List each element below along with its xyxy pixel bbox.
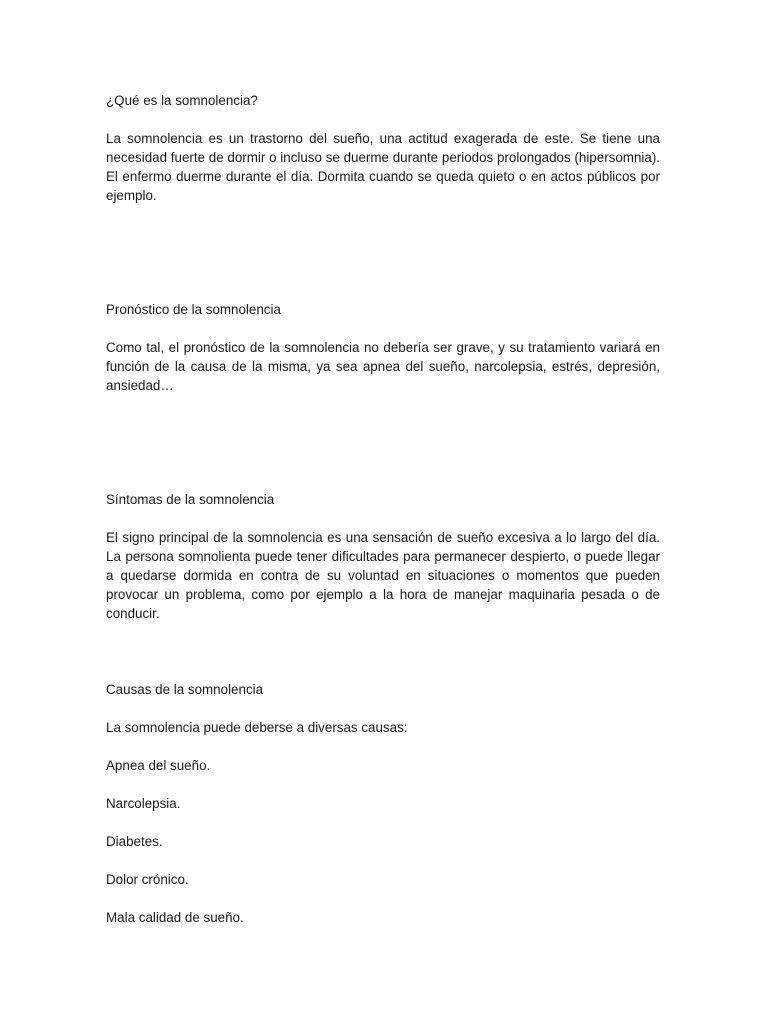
document-page	[106, 91, 660, 927]
list-item: Mala calidad de sueño.	[106, 910, 244, 925]
list-item: Dolor crónico.	[106, 872, 189, 887]
section-heading-sintomas: Síntomas de la somnolencia	[106, 492, 275, 507]
section-heading-causas: Causas de la somnolencia	[106, 682, 264, 697]
list-item: Narcolepsia.	[106, 796, 181, 811]
section-heading-que-es: ¿Qué es la somnolencia?	[106, 93, 258, 108]
section-paragraph-pronostico: Como tal, el pronóstico de la somnolencia no debería ser grave, y su tratamiento variará en función de la causa de la misma, ya sea apnea del sueño, narcolepsia, estrés, depresión, ansiedad…	[106, 340, 660, 393]
section-paragraph-que-es: La somnolencia es un trastorno del sueño, una actitud exagerada de este. Se tiene una necesidad fuerte de dormir o incluso se duerme durante periodos prolongados (hipersomnia). El enfermo duerme durante el día. Dormita cuando se queda quieto o en actos públicos por ejemplo.	[106, 131, 660, 203]
section-heading-pronostico: Pronóstico de la somnolencia	[106, 302, 281, 317]
list-item: Apnea del sueño.	[106, 758, 211, 773]
list-item: Diabetes.	[106, 834, 163, 849]
section-paragraph-causas: La somnolencia puede deberse a diversas causas:	[106, 720, 408, 735]
section-paragraph-sintomas: El signo principal de la somnolencia es una sensación de sueño excesiva a lo largo del día. La persona somnolienta puede tener dificultades para permanecer despierto, o puede llegar a quedarse dormida en contra de su voluntad en situaciones o momentos que pueden provocar un problema, como por ejemplo a la hora de manejar maquinaria pesada o de conducir.	[106, 530, 660, 621]
